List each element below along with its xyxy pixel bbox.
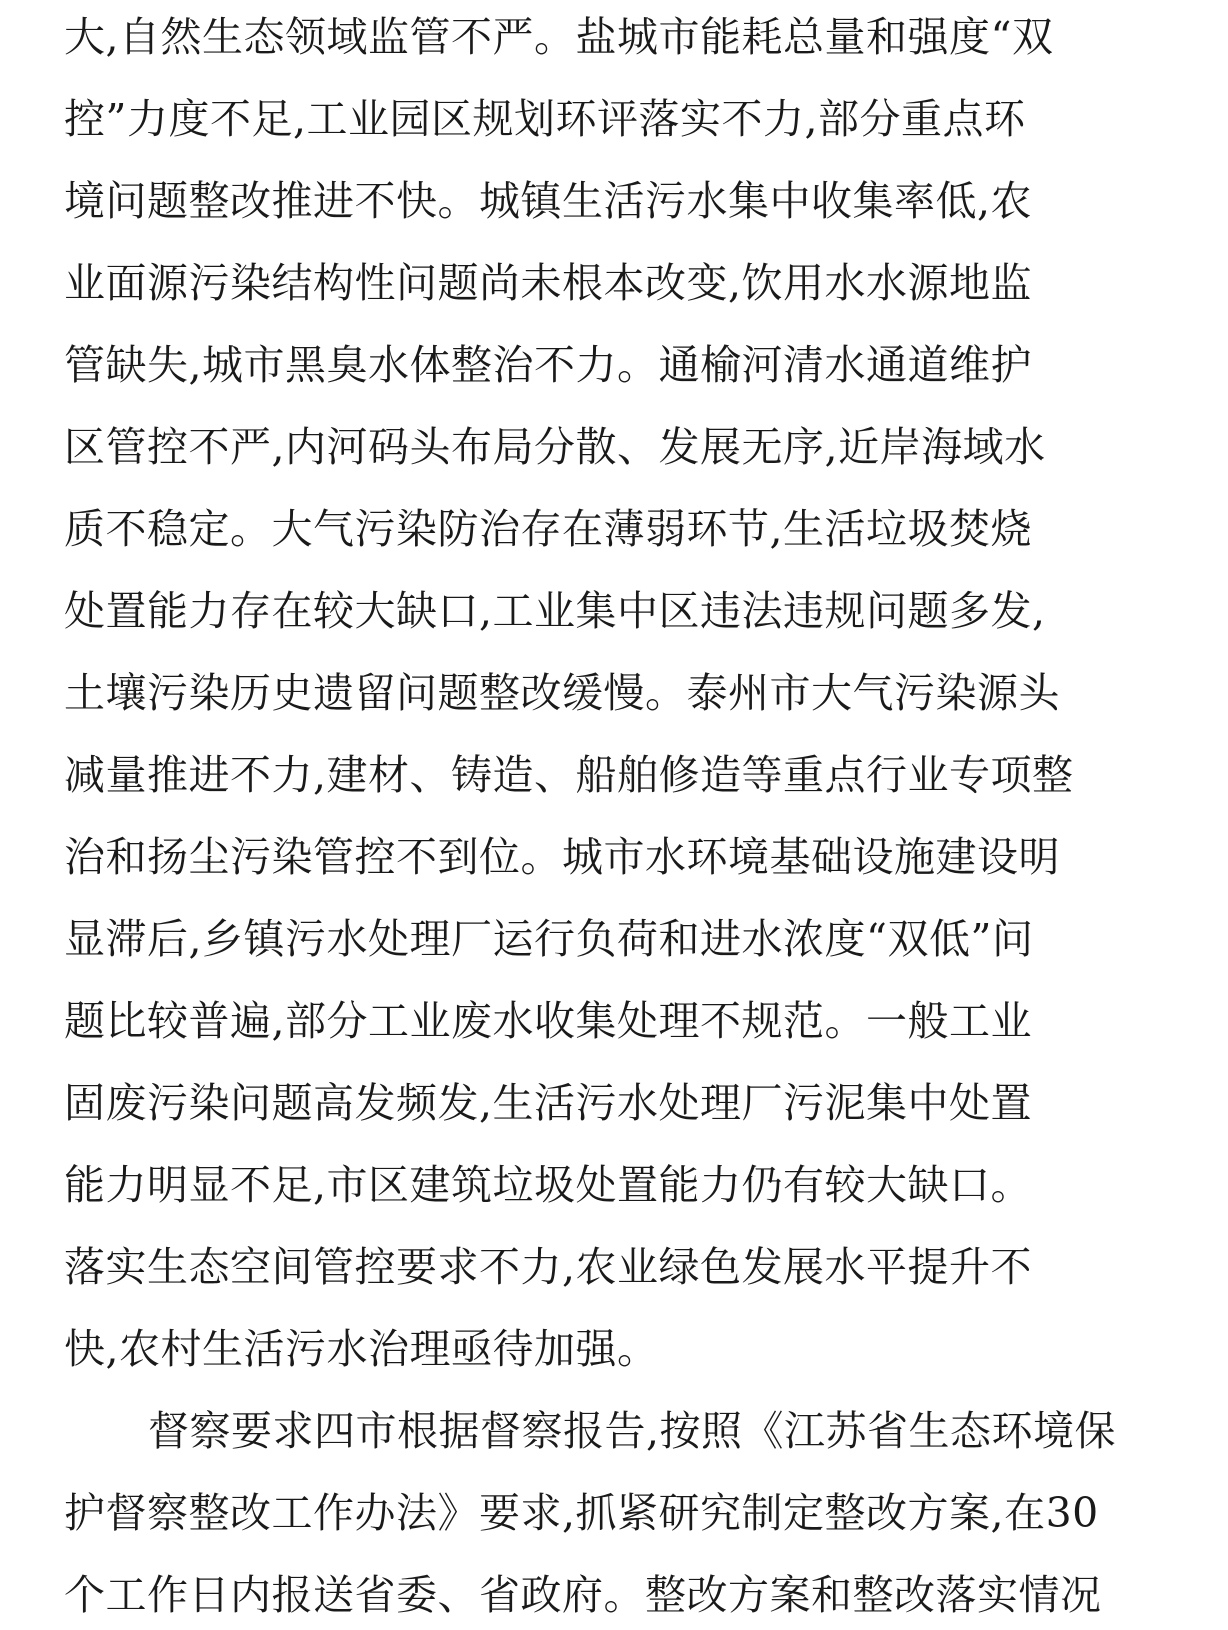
text-line-13: 题比较普遍,部分工业废水收集处理不规范。一般工业 xyxy=(64,997,1033,1045)
text-line-6: 区管控不严,内河码头布局分散、发展无序,近岸海域水 xyxy=(64,423,1046,471)
text-line-19: 护督察整改工作办法》要求,抓紧研究制定整改方案,在30 xyxy=(64,1489,1099,1537)
text-line-16: 落实生态空间管控要求不力,农业绿色发展水平提升不 xyxy=(64,1243,1033,1291)
text-line-2: 控”力度不足,工业园区规划环评落实不力,部分重点环 xyxy=(64,95,1026,143)
text-line-17: 快,农村生活污水治理亟待加强。 xyxy=(64,1325,659,1373)
text-line-20: 个工作日内报送省委、省政府。整改方案和整改落实情况 xyxy=(64,1571,1102,1619)
text-line-7: 质不稳定。大气污染防治存在薄弱环节,生活垃圾焚烧 xyxy=(64,505,1033,553)
text-line-9: 土壤污染历史遗留问题整改缓慢。泰州市大气污染源头 xyxy=(64,669,1060,717)
text-line-5: 管缺失,城市黑臭水体整治不力。通榆河清水通道维护 xyxy=(64,341,1033,389)
text-line-18-paragraph-start: 督察要求四市根据督察报告,按照《江苏省生态环境保 xyxy=(148,1407,1117,1455)
text-line-4: 业面源污染结构性问题尚未根本改变,饮用水水源地监 xyxy=(64,259,1033,307)
text-line-8: 处置能力存在较大缺口,工业集中区违法违规问题多发, xyxy=(64,587,1046,635)
text-line-15: 能力明显不足,市区建筑垃圾处置能力仍有较大缺口。 xyxy=(64,1161,1033,1209)
text-line-11: 治和扬尘污染管控不到位。城市水环境基础设施建设明 xyxy=(64,833,1060,881)
text-line-12: 显滞后,乡镇污水处理厂运行负荷和进水浓度“双低”问 xyxy=(64,915,1034,963)
text-line-1: 大,自然生态领域监管不严。盐城市能耗总量和强度“双 xyxy=(64,13,1054,61)
text-line-10: 减量推进不力,建材、铸造、船舶修造等重点行业专项整 xyxy=(64,751,1074,799)
text-line-14: 固废污染问题高发频发,生活污水处理厂污泥集中处置 xyxy=(64,1079,1033,1127)
text-line-3: 境问题整改推进不快。城镇生活污水集中收集率低,农 xyxy=(64,177,1033,225)
